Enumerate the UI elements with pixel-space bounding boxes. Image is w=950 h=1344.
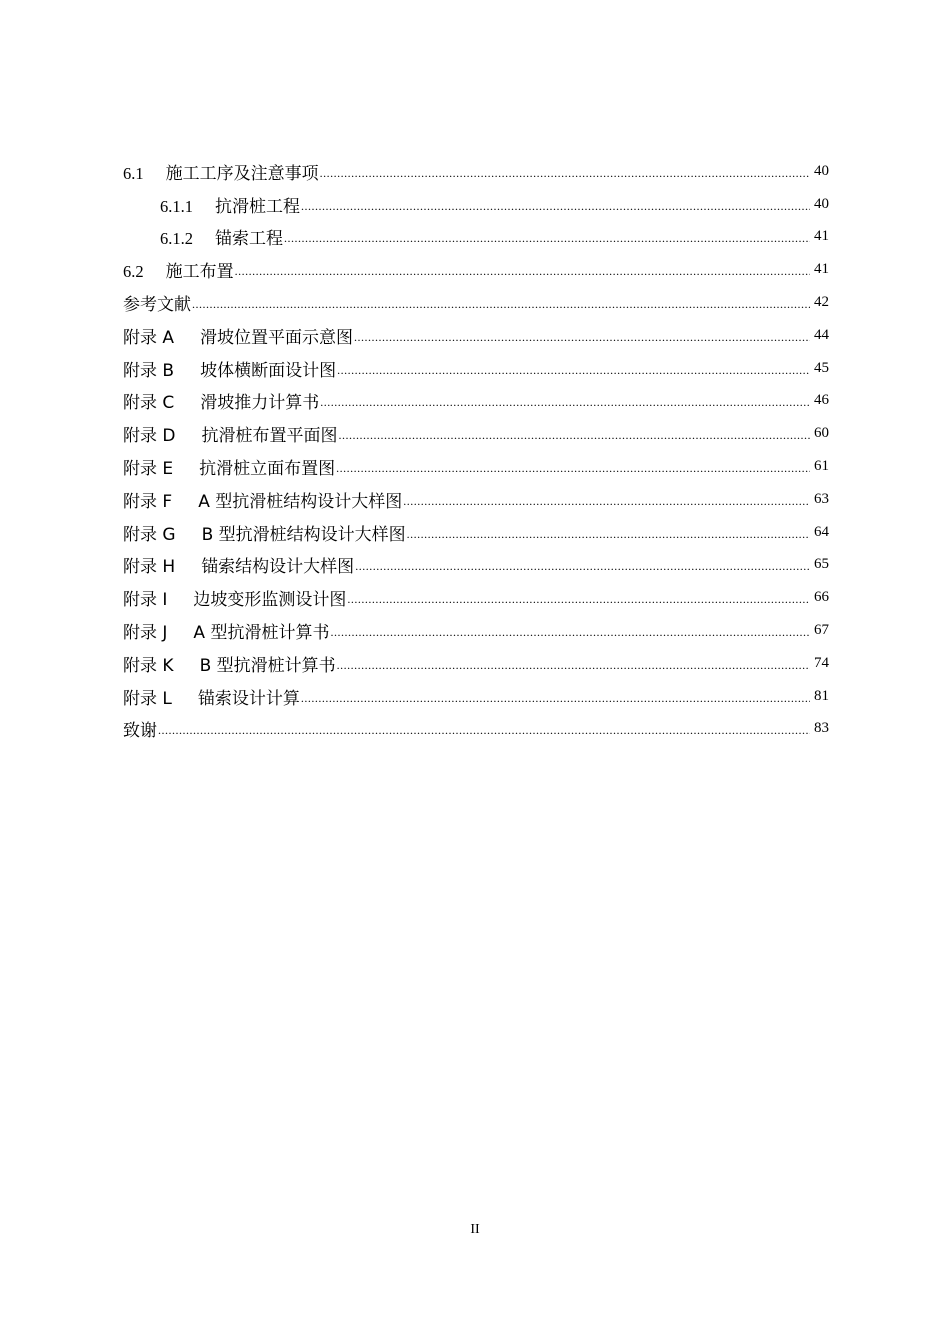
- dot-leader: [301, 200, 810, 221]
- toc-entry-appendix-l[interactable]: [123, 680, 829, 713]
- toc-entry-number: 附录 I: [123, 590, 168, 611]
- dot-leader: [235, 265, 810, 286]
- toc-entry-label: [160, 224, 283, 249]
- dot-leader: [347, 593, 810, 614]
- toc-entry-title: 施工工序及注意事项: [165, 163, 319, 184]
- toc-entry-title: 施工布置: [165, 262, 234, 283]
- dot-leader: [192, 298, 810, 319]
- toc-entry-appendix-b[interactable]: [123, 352, 829, 385]
- toc-entry-references[interactable]: [123, 286, 829, 319]
- toc-entry-number: 附录 C: [123, 393, 175, 414]
- toc-entry-title: 滑坡推力计算书: [200, 393, 320, 414]
- toc-entry-number: 6.1: [123, 163, 144, 183]
- dot-leader: [337, 364, 810, 385]
- toc-entry-appendix-f[interactable]: [123, 483, 829, 516]
- dot-leader: [354, 331, 810, 352]
- toc-entry-title: B 型抗滑桩结构设计大样图: [201, 524, 406, 545]
- toc-entry-page: 41: [814, 261, 829, 278]
- toc-entry-title: A 型抗滑桩结构设计大样图: [198, 491, 403, 512]
- toc-entry-number: 附录 G: [123, 524, 176, 545]
- toc-entry-page: 61: [814, 458, 829, 475]
- toc-entry-number: 附录 B: [123, 360, 175, 381]
- toc-entry-page: 67: [814, 622, 829, 639]
- dot-leader: [284, 232, 810, 253]
- dot-leader: [320, 396, 810, 417]
- toc-entry-appendix-j[interactable]: [123, 614, 829, 647]
- toc-entry-title: B 型抗滑桩计算书: [199, 655, 336, 676]
- dot-leader: [403, 495, 810, 516]
- toc-entry-label: [123, 290, 191, 315]
- toc-entry-page: 40: [814, 195, 829, 212]
- toc-entry-page: 41: [814, 228, 829, 245]
- toc-entry-label: [123, 520, 406, 545]
- toc-entry-title: 锚索工程: [215, 229, 283, 250]
- dot-leader: [320, 167, 810, 188]
- toc-entry-number: 6.2: [123, 262, 144, 282]
- toc-entry-appendix-d[interactable]: [123, 417, 829, 450]
- dot-leader: [330, 626, 810, 647]
- toc-entry-appendix-e[interactable]: [123, 450, 829, 483]
- toc-entry-page: 40: [814, 162, 829, 179]
- toc-entry-page: 64: [814, 523, 829, 540]
- toc-entry-title: 抗滑桩布置平面图: [201, 426, 338, 447]
- toc-entry-title: 锚索结构设计大样图: [201, 557, 355, 578]
- toc-entry-label: [123, 651, 336, 676]
- toc-entry-title: 参考文献: [123, 295, 191, 316]
- dot-leader: [158, 724, 810, 745]
- toc-entry-appendix-c[interactable]: [123, 385, 829, 418]
- page-number: II: [470, 1222, 480, 1237]
- toc-entry-page: 81: [814, 687, 829, 704]
- toc-entry-title: 滑坡位置平面示意图: [200, 327, 354, 348]
- toc-entry-label: [123, 388, 319, 413]
- toc-entry-page: 83: [814, 720, 829, 737]
- toc-entry-label: [123, 454, 335, 479]
- toc-entry-number: 附录 H: [123, 557, 176, 578]
- toc-entry-label: [123, 585, 346, 610]
- toc-entry-label: [123, 356, 336, 381]
- dot-leader: [337, 659, 810, 680]
- toc-entry-title: 边坡变形监测设计图: [193, 590, 347, 611]
- toc-entry-6-1-2[interactable]: [123, 221, 829, 254]
- toc-entry-appendix-i[interactable]: [123, 581, 829, 614]
- toc-entry-number: 6.1.2: [160, 229, 193, 249]
- toc-entry-page: 46: [814, 392, 829, 409]
- toc-entry-number: 附录 J: [123, 623, 168, 644]
- toc-entry-label: [123, 159, 319, 184]
- toc-entry-number: 附录 E: [123, 459, 174, 480]
- toc-entry-appendix-a[interactable]: [123, 319, 829, 352]
- toc-entry-number: 附录 A: [123, 327, 175, 348]
- toc-entry-label: [123, 552, 354, 577]
- toc-entry-number: 附录 F: [123, 491, 173, 512]
- toc-entry-acknowledgements[interactable]: [123, 713, 829, 746]
- dot-leader: [336, 462, 810, 483]
- toc-entry-6-2[interactable]: [123, 253, 829, 286]
- toc-entry-label: [123, 257, 234, 282]
- toc-entry-page: 74: [814, 654, 829, 671]
- table-of-contents: [123, 155, 829, 745]
- toc-entry-label: [160, 192, 300, 217]
- toc-entry-page: 44: [814, 326, 829, 343]
- toc-entry-title: 抗滑桩立面布置图: [199, 459, 336, 480]
- toc-entry-label: [123, 618, 329, 643]
- dot-leader: [355, 560, 810, 581]
- toc-entry-page: 63: [814, 490, 829, 507]
- toc-entry-title: 抗滑桩工程: [215, 196, 300, 217]
- toc-entry-page: 45: [814, 359, 829, 376]
- toc-entry-title: 致谢: [123, 721, 157, 742]
- toc-entry-number: 6.1.1: [160, 196, 193, 216]
- toc-entry-appendix-g[interactable]: [123, 516, 829, 549]
- toc-entry-page: 66: [814, 589, 829, 606]
- toc-entry-page: 42: [814, 294, 829, 311]
- toc-entry-label: [123, 684, 300, 709]
- toc-entry-title: 锚索设计计算: [197, 688, 300, 709]
- toc-entry-number: 附录 L: [123, 688, 172, 709]
- toc-entry-title: A 型抗滑桩计算书: [193, 623, 330, 644]
- dot-leader: [407, 528, 810, 549]
- toc-entry-number: 附录 D: [123, 426, 176, 447]
- toc-entry-label: [123, 323, 353, 348]
- toc-entry-title: 坡体横断面设计图: [200, 360, 337, 381]
- dot-leader: [301, 692, 810, 713]
- toc-entry-number: 附录 K: [123, 655, 174, 676]
- toc-entry-label: [123, 487, 402, 512]
- toc-entry-page: 65: [814, 556, 829, 573]
- toc-entry-label: [123, 421, 338, 446]
- toc-entry-page: 60: [814, 425, 829, 442]
- toc-entry-appendix-h[interactable]: [123, 549, 829, 582]
- toc-entry-label: [123, 716, 157, 741]
- toc-entry-6-1-1[interactable]: [123, 188, 829, 221]
- toc-entry-appendix-k[interactable]: [123, 647, 829, 680]
- toc-entry-6-1[interactable]: [123, 155, 829, 188]
- dot-leader: [339, 429, 811, 450]
